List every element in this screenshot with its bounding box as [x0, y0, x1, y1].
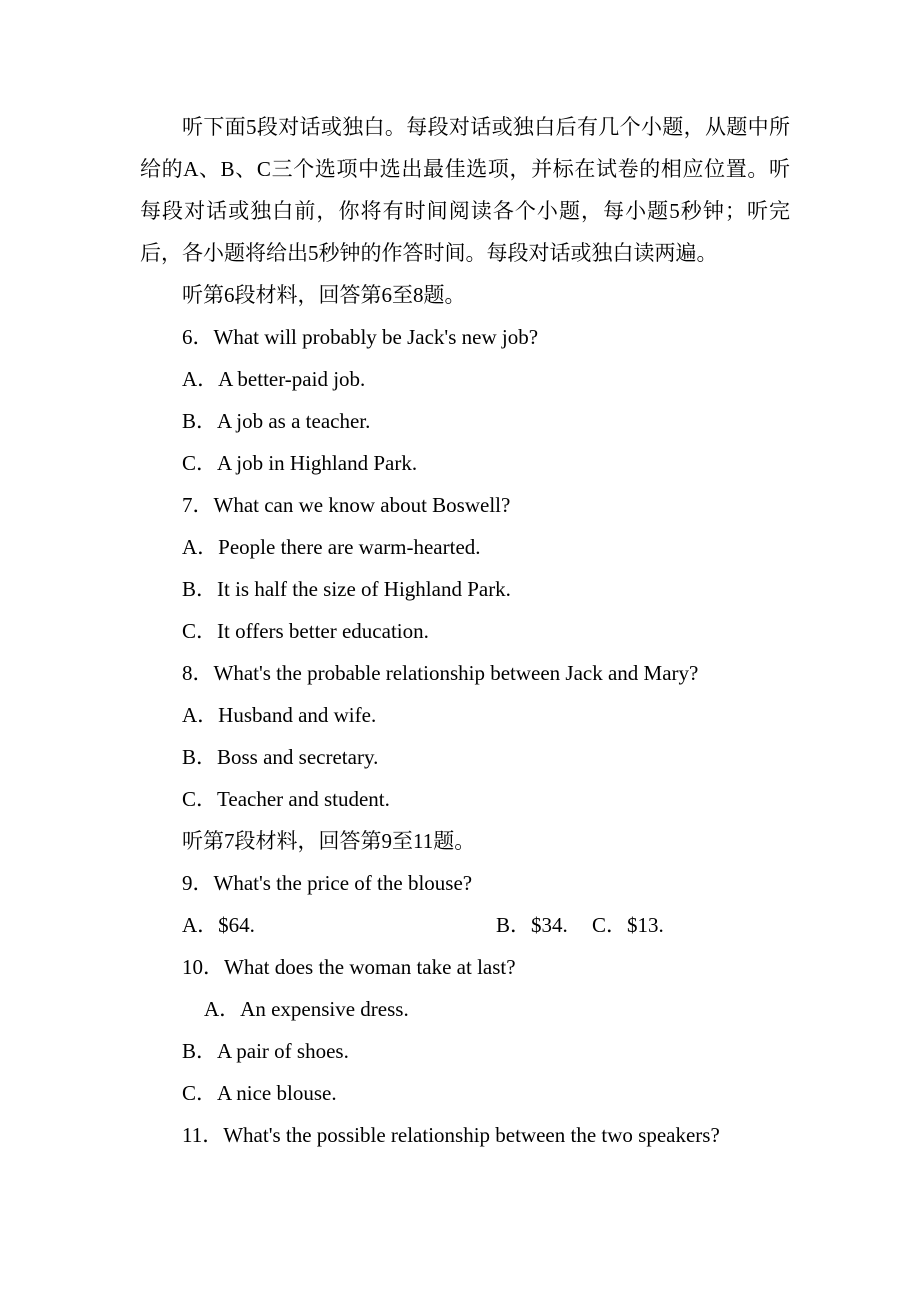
- section-7-heading: 听第7段材料，回答第9至11题。: [182, 829, 476, 853]
- question-6-stem: 6．What will probably be Jack's new job?: [182, 325, 539, 349]
- question-9-stem: 9．What's the price of the blouse?: [182, 871, 473, 895]
- question-8-option-c: C．Teacher and student.: [182, 787, 390, 811]
- question-10-option-b: B．A pair of shoes.: [182, 1039, 349, 1063]
- question-9-option-c: C．$13.: [592, 913, 664, 937]
- question-9-options: [182, 904, 664, 946]
- question-7-option-b: B．It is half the size of Highland Park.: [182, 577, 511, 601]
- question-6-option-c: C．A job in Highland Park.: [182, 451, 418, 475]
- question-8-option-a: A．Husband and wife.: [182, 703, 377, 727]
- question-7-option-c: C．It offers better education.: [182, 619, 429, 643]
- question-8-stem: 8．What's the probable relationship between Jack and Mary?: [182, 661, 699, 685]
- question-10-stem: 10．What does the woman take at last?: [182, 955, 516, 979]
- question-7-stem: 7．What can we know about Boswell?: [182, 493, 511, 517]
- question-10-option-a: A．An expensive dress.: [204, 997, 409, 1021]
- question-10-option-c: C．A nice blouse.: [182, 1081, 337, 1105]
- question-9-option-a: A．$64.: [182, 913, 255, 937]
- question-8-option-b: B．Boss and secretary.: [182, 745, 379, 769]
- question-7-option-a: A．People there are warm-hearted.: [182, 535, 481, 559]
- question-11-stem: 11．What's the possible relationship between the two speakers?: [182, 1123, 720, 1147]
- listening-instructions: 听下面5段对话或独白。每段对话或独白后有几个小题，从题中所给的A、B、C三个选项中选出最佳选项，并标在试卷的相应位置。听每段对话或独白前，你将有时间阅读各个小题，每小题5秒钟；听完后，各小题将给出5秒钟的作答时间。每段对话或独白读两遍。: [140, 115, 790, 265]
- question-6-option-a: A．A better-paid job.: [182, 367, 366, 391]
- question-6-option-b: B．A job as a teacher.: [182, 409, 371, 433]
- section-6-heading: 听第6段材料，回答第6至8题。: [182, 283, 466, 307]
- question-9-option-b: B．$34.: [496, 913, 568, 937]
